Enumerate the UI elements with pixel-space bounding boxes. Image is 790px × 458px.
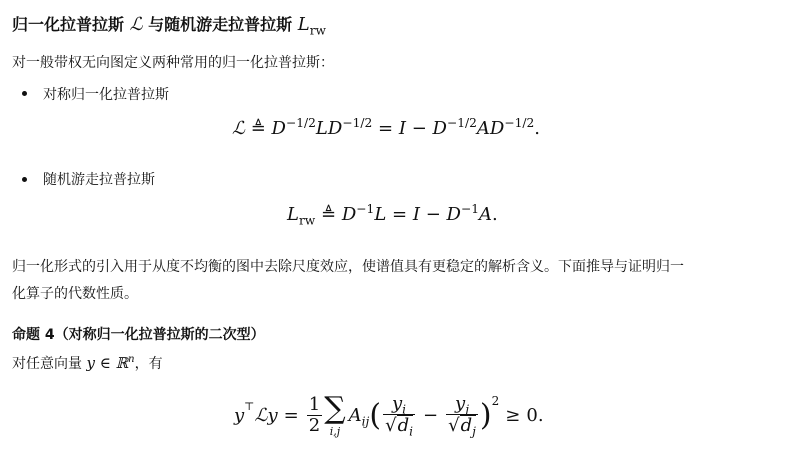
intro-text: 对一般带权无向图定义两种常用的归一化拉普拉斯：	[12, 55, 334, 71]
eq3-f1-den-sub: i	[409, 424, 414, 439]
eq2-exp1: −1	[356, 202, 375, 216]
equation-quadratic-form: y ⊤ ℒ y = $\frac{1}{2}$ ∑ i,j $A_{ij}$ ( $\frac{y_i}{√d_i}$ − $\frac{y_j}{√d_j}$ ) $^2$ ≥ 0 .	[234, 390, 544, 439]
eq3-f2-num-sub: j	[465, 402, 469, 417]
eq3-right-paren: )	[479, 397, 492, 433]
eq3-equals: =	[283, 404, 299, 426]
eq2-def-symbol: ≜	[321, 204, 337, 225]
eq3-a-sub: ij	[361, 414, 370, 429]
eq1-lhs: ℒ	[232, 118, 245, 139]
eq1-exp4: −1/2	[504, 116, 535, 130]
eq3-half-den: 2	[308, 414, 321, 436]
eq1-equals: =	[378, 118, 394, 139]
eq1-minus: −	[411, 118, 427, 139]
statement-pre: 对任意向量	[12, 356, 82, 372]
eq3-f1-den: d	[397, 415, 410, 436]
eq2-lhs-sub: rw	[298, 213, 316, 228]
eq2-identity: I	[412, 204, 420, 225]
bullet-label-random-walk: 随机游走拉普拉斯	[43, 172, 155, 188]
eq3-laplacian: ℒ	[254, 404, 268, 426]
title-symbol-base: L	[297, 14, 310, 35]
eq1-d2: D	[327, 118, 343, 139]
eq2-d2: D	[446, 204, 461, 225]
eq3-fraction-j: $\frac{y_j}{√d_j}$	[448, 393, 476, 439]
eq1-l: L	[315, 118, 328, 139]
eq2-l: L	[374, 204, 387, 225]
title-text: 归一化拉普拉斯	[12, 15, 125, 34]
eq3-period: .	[537, 404, 544, 426]
eq1-d4: D	[489, 118, 505, 139]
eq3-left-paren: (	[369, 397, 382, 433]
eq1-exp1: −1/2	[285, 116, 316, 130]
eq1-a: A	[476, 118, 490, 139]
statement-math: y ∈ ℝ	[86, 354, 129, 372]
eq2-a: A	[479, 204, 493, 225]
bullet-label-symmetric: 对称归一化拉普拉斯	[43, 87, 169, 103]
eq3-f2-num: y	[455, 393, 466, 415]
proposition-statement	[12, 353, 163, 373]
eq3-f1-num: y	[392, 393, 403, 415]
eq3-a: A	[348, 404, 362, 426]
eq3-sum-limit: i,j	[329, 424, 341, 438]
paragraph-line-1: 归一化形式的引入用于从度不均衡的图中去除尺度效应，使谱值具有更稳定的解析含义。下面推导与证明归一	[12, 259, 684, 275]
eq1-identity: I	[398, 118, 406, 139]
eq2-period: .	[492, 204, 498, 225]
eq1-d1: D	[271, 118, 286, 139]
eq3-f2-den-sub: j	[472, 424, 476, 439]
eq3-y: y	[234, 404, 245, 426]
eq2-d1: D	[341, 204, 357, 225]
eq2-equals: =	[392, 204, 408, 225]
eq3-f1-num-sub: i	[402, 402, 407, 417]
title-middle-text: 与随机游走拉普拉斯	[148, 15, 293, 34]
bullet-dot	[22, 177, 27, 182]
eq2-minus: −	[425, 204, 441, 225]
eq1-def-symbol: ≜	[250, 118, 266, 139]
equation-random-walk-laplacian	[287, 202, 498, 228]
equation-symmetric-laplacian	[232, 118, 540, 139]
section-title	[12, 12, 327, 38]
title-symbol-random-walk-laplacian	[297, 14, 327, 38]
eq2-exp2: −1	[460, 202, 480, 216]
eq3-zero: 0	[526, 404, 538, 426]
eq3-half-fraction	[307, 395, 322, 436]
eq1-exp3: −1/2	[446, 116, 477, 130]
eq1-exp2: −1/2	[342, 116, 373, 130]
eq1-period: .	[534, 118, 541, 139]
statement-exp: n	[128, 354, 135, 365]
eq3-f2-den: d	[460, 415, 473, 436]
paragraph-line-2: 化算子的代数性质。	[12, 286, 138, 302]
eq3-fraction-i: $\frac{y_i}{√d_i}$	[385, 393, 414, 439]
eq3-minus: −	[423, 404, 439, 426]
eq3-sum	[324, 390, 346, 438]
proposition-title: 命题 4（对称归一化拉普拉斯的二次型）	[12, 327, 265, 343]
eq3-sum-symbol: ∑	[324, 390, 346, 426]
statement-post: ，有	[134, 356, 163, 372]
eq3-geq: ≥	[505, 404, 521, 426]
eq2-lhs-base: L	[287, 204, 299, 225]
title-symbol-normalized-laplacian: ℒ	[129, 14, 143, 35]
eq1-d3: D	[432, 118, 447, 139]
eq3-y2: y	[267, 404, 278, 426]
title-symbol-subscript: rw	[309, 23, 327, 38]
eq3-half-num: 1	[308, 393, 321, 415]
bullet-dot	[22, 91, 27, 96]
